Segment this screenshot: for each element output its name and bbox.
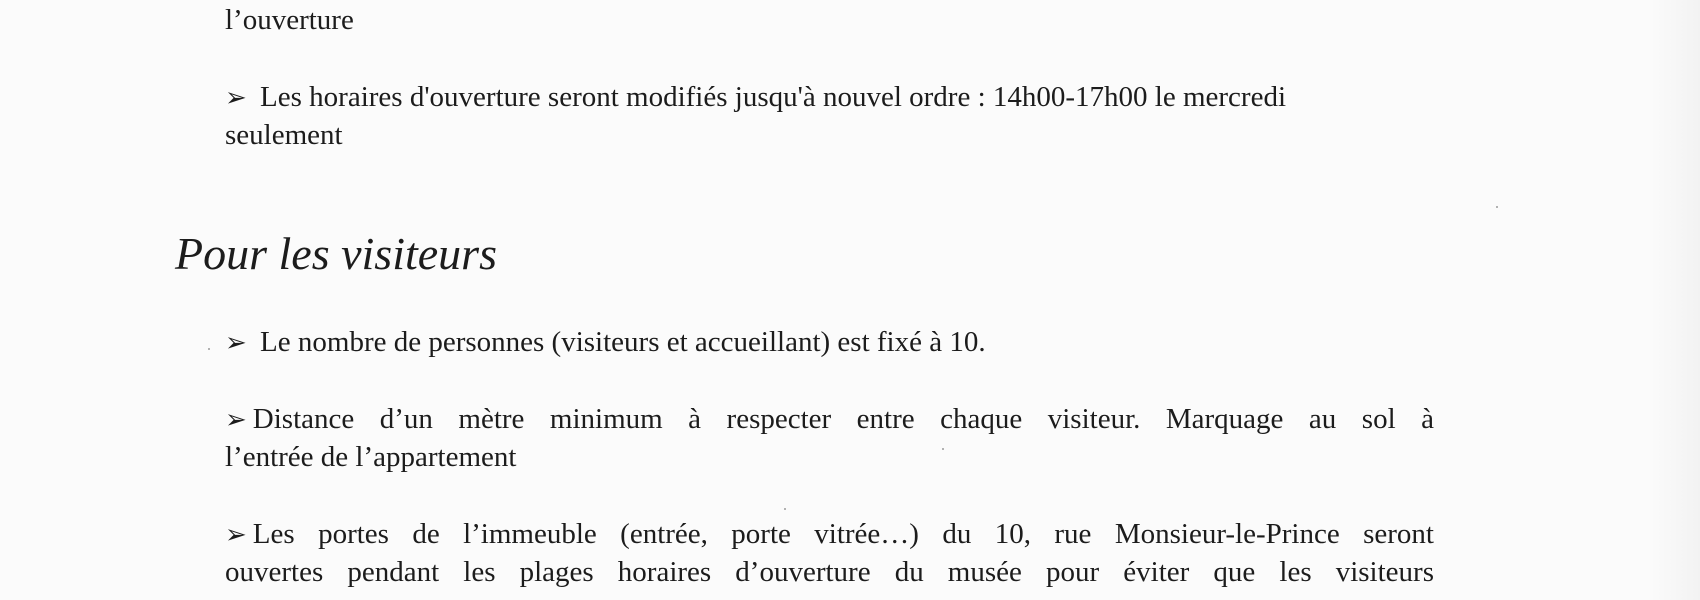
hours-bullet-line-2: seulement <box>225 119 343 151</box>
scan-speck <box>208 348 210 350</box>
arrow-bullet-icon: ➢ <box>225 328 247 357</box>
distance-bullet-line-2: l’entrée de l’appartement <box>225 441 517 473</box>
arrow-bullet-icon: ➢ <box>225 405 247 434</box>
visitor-limit-bullet <box>225 323 986 362</box>
doors-bullet-line-2: ouvertes pendant les plages horaires d’ouverture du musée pour éviter que les visiteurs <box>225 556 1434 588</box>
hours-bullet-text: Les horaires d'ouverture seront modifiés jusqu'à nouvel ordre : 14h00-17h00 le mercredi <box>260 81 1287 113</box>
scan-speck <box>942 448 944 450</box>
hours-bullet-line-1 <box>225 78 1286 117</box>
distance-bullet-text: Distance d’un mètre minimum à respecter entre chaque visiteur. Marquage au sol à <box>252 403 1434 435</box>
doors-bullet-text: Les portes de l’immeuble (entrée, porte vitrée…) du 10, rue Monsieur-le-Prince seront <box>252 518 1434 550</box>
section-heading: Pour les visiteurs <box>175 228 497 279</box>
scan-speck <box>1496 206 1498 208</box>
previous-bullet-continuation: l’ouverture <box>225 4 354 36</box>
doors-bullet-line-1 <box>225 515 1434 554</box>
visitor-limit-text: Le nombre de personnes (visiteurs et accueillant) est fixé à 10. <box>260 326 986 358</box>
arrow-bullet-icon: ➢ <box>225 520 247 549</box>
distance-bullet-line-1 <box>225 400 1434 439</box>
scan-speck <box>784 508 786 510</box>
arrow-bullet-icon: ➢ <box>225 83 247 112</box>
